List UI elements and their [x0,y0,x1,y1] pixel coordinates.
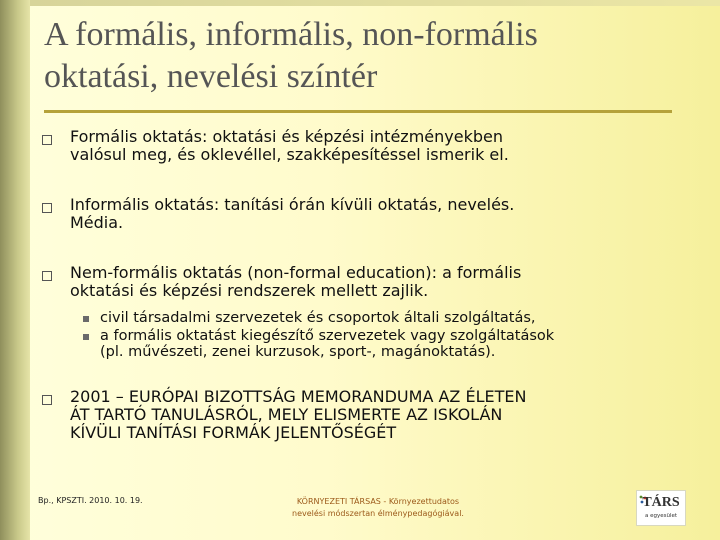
slide-title-line-1: A formális, informális, non-formális [44,16,538,53]
top-accent-strip [30,0,720,6]
sub-bullet-square-icon [83,316,89,322]
list-item-line: valósul meg, és oklevéllel, szakképesítéssel ismerik el. [70,145,509,164]
list-item-line: KÍVÜLI TANÍTÁSI FORMÁK JELENTŐSÉGÉT [70,423,397,442]
footer-organization [258,496,498,520]
list-item-informal [70,196,680,232]
list-item-line: Média. [70,213,124,232]
sub-list-item-supplementary [100,328,680,360]
tars-logo [636,490,686,526]
footer-organization-line-1: KÖRNYEZETI TÁRSAS - Környezettudatos [296,497,460,506]
logo-subtext: a egyesület [644,513,678,519]
list-item-line: 2001 – EURÓPAI BIZOTTSÁG MEMORANDUMA AZ ÉLETEN [70,387,527,406]
logo-text: TÁRS [642,495,680,510]
sub-list-item-line: (pl. művészeti, zenei kurzusok, sport-, magánoktatás). [100,344,496,360]
footer-organization-line-2: nevelési módszertan élménypedagógiával. [292,509,464,518]
bullet-square-icon [42,271,52,281]
title-underline [44,110,672,113]
footer-date: Bp., KPSZTI. 2010. 10. 19. [38,496,143,505]
left-accent-bar [0,0,30,540]
list-item-non-formal [70,264,680,300]
slide-title-line-2: oktatási, nevelési színtér [44,58,378,95]
sub-bullet-square-icon [83,334,89,340]
slide-title [44,14,684,98]
sub-list-item-civil [100,310,680,326]
bullet-square-icon [42,203,52,213]
list-item-line: oktatási és képzési rendszerek mellett zajlik. [70,281,429,300]
list-item-formal [70,128,680,164]
bullet-square-icon [42,395,52,405]
list-item-line: Formális oktatás: oktatási és képzési intézményekben [70,127,503,146]
list-item-memorandum [70,388,680,442]
sub-list-item-line: a formális oktatást kiegészítő szervezetek vagy szolgáltatások [100,328,555,344]
list-item-line: ÁT TARTÓ TANULÁSRÓL, MELY ELISMERTE AZ ISKOLÁN [70,405,503,424]
sub-list-item-line: civil társadalmi szervezetek és csoportok általi szolgáltatás, [100,310,536,326]
list-item-line: Nem-formális oktatás (non-formal education): a formális [70,263,522,282]
list-item-line: Informális oktatás: tanítási órán kívüli oktatás, nevelés. [70,195,515,214]
bullet-square-icon [42,135,52,145]
